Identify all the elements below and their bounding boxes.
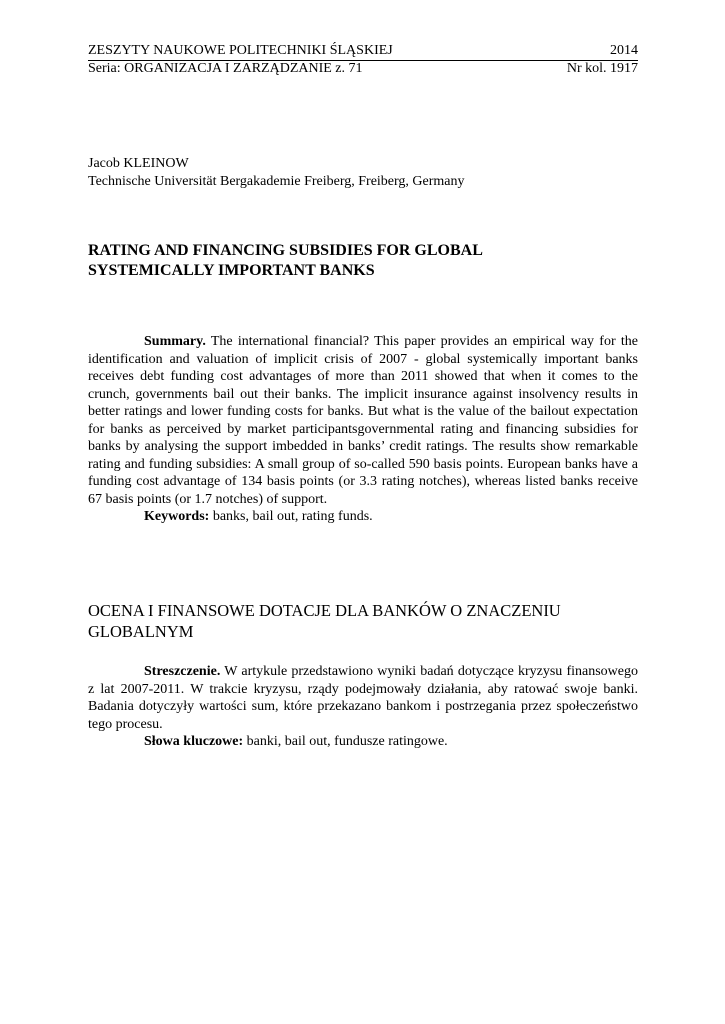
- issue-number: Nr kol. 1917: [566, 61, 638, 76]
- title-pl-line-1: OCENA I FINANSOWE DOTACJE DLA BANKÓW O ZNACZENIU: [88, 601, 561, 620]
- keywords-label: Keywords:: [144, 509, 210, 524]
- summary-label: Summary.: [144, 334, 206, 349]
- summary-section: [88, 333, 638, 526]
- streszczenie-paragraph: [88, 663, 638, 733]
- slowa-kluczowe-paragraph: [88, 733, 638, 751]
- keywords-text: banks, bail out, rating funds.: [209, 509, 373, 524]
- author-name: Jacob KLEINOW: [88, 156, 189, 171]
- slowa-kluczowe-label: Słowa kluczowe:: [144, 734, 244, 749]
- summary-text: The international financial? This paper provides an empirical way for the identification and valuation of implicit crisis of 2007 - global systemically important banks receives debt funding cost advantages of more than 2011 showed that when it comes to the crunch, governments bail out their banks. The implicit insurance against insolvency results in better ratings and lower funding costs for banks. But what is the value of the bailout expectation for banks as perceived by market participantsgovernmental rating and financing subsidies for banks by analysing the support imbedded in banks’ credit ratings. The results show remarkable rating and funding subsidies: A small group of so-called 590 basis points. European banks have a funding cost advantage of 134 basis points (or 3.3 rating notches), whereas listed banks receive 67 basis points (or 1.7 notches) of support.: [88, 334, 638, 507]
- running-header-top: [88, 43, 638, 59]
- slowa-kluczowe-text: banki, bail out, fundusze ratingowe.: [243, 734, 448, 749]
- journal-name: ZESZYTY NAUKOWE POLITECHNIKI ŚLĄSKIEJ: [88, 43, 393, 58]
- author-block: [88, 155, 465, 191]
- title-en-line-1: RATING AND FINANCING SUBSIDIES FOR GLOBAL: [88, 242, 483, 259]
- paper-title-polish: [88, 600, 638, 642]
- running-header-bottom: [88, 61, 638, 77]
- keywords-paragraph: [88, 508, 638, 526]
- paper-title-english: [88, 241, 638, 281]
- author-affiliation: Technische Universität Bergakademie Freiberg, Freiberg, Germany: [88, 174, 465, 189]
- summary-paragraph: [88, 333, 638, 508]
- streszczenie-section: [88, 663, 638, 751]
- publication-year: 2014: [610, 43, 638, 58]
- streszczenie-label: Streszczenie.: [144, 664, 221, 679]
- series-name: Seria: ORGANIZACJA I ZARZĄDZANIE z. 71: [88, 61, 363, 76]
- title-en-line-2: SYSTEMICALLY IMPORTANT BANKS: [88, 262, 375, 279]
- title-pl-line-2: GLOBALNYM: [88, 622, 194, 641]
- streszczenie-text: W artykule przedstawiono wyniki badań dotyczące kryzysu finansowego z lat 2007-2011. W trakcie kryzysu, rządy podejmowały działania, aby ratować swoje banki. Badania dotyczyły wartości sum, które przekazano bankom i postrzegania przez społeczeństwo tego procesu.: [88, 664, 638, 732]
